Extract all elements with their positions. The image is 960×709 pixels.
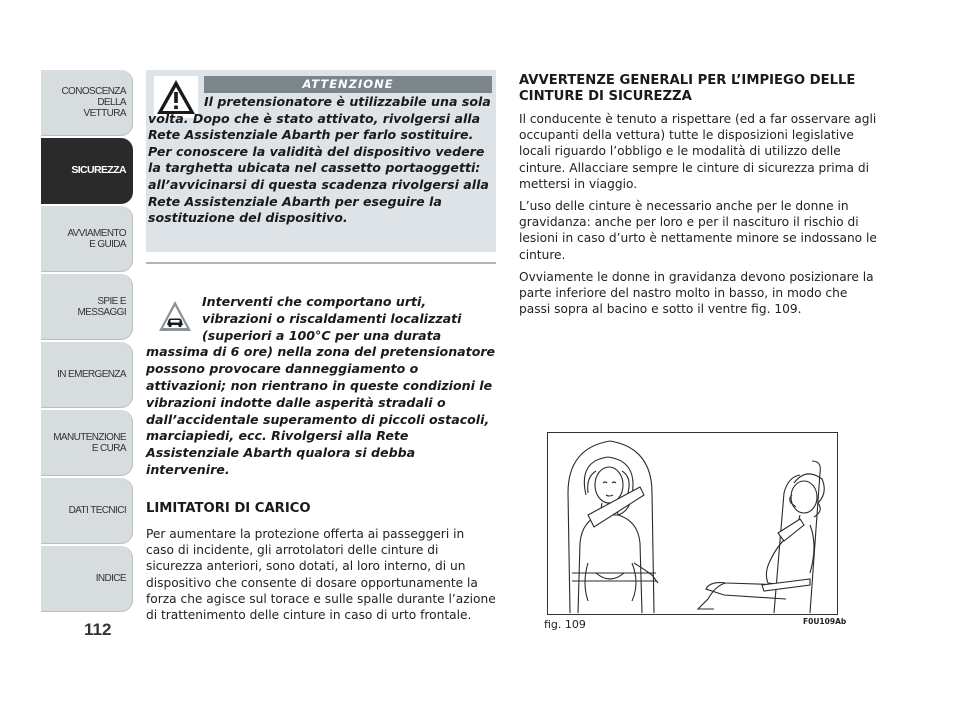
warning-header: ATTENZIONE bbox=[204, 76, 492, 93]
tab-indice[interactable]: INDICE bbox=[41, 546, 133, 612]
limitatori-text: Per aumentare la protezione offerta ai passeggeri in caso di incidente, gli arrotolatori delle cinture di sicurezza anteriori, sono dotati, al loro interno, di un dispositivo che consente di dosare opportunamente la forza che agisce sul torace e sulle spalle durante l’azione di trattenimento delle cinture in caso di urto frontale. bbox=[146, 527, 496, 623]
avvertenze-section bbox=[519, 73, 877, 317]
figure-caption: fig. 109 bbox=[544, 618, 586, 631]
section-divider bbox=[146, 262, 496, 264]
tab-sicurezza[interactable]: SICUREZZA bbox=[41, 138, 133, 204]
avvertenze-paragraph-2: L’uso delle cinture è necessario anche per le donne in gravidanza: anche per loro e per il nascituro il rischio di lesioni in caso d’urto è nettamente minore se indossano le cinture. bbox=[519, 199, 877, 262]
avvertenze-heading: AVVERTENZE GENERALI PER L’IMPIEGO DELLE CINTURE DI SICUREZZA bbox=[519, 73, 856, 104]
tab-in-emergenza[interactable]: IN EMERGENZA bbox=[41, 342, 133, 408]
car-caution-icon bbox=[158, 300, 192, 334]
limitatori-heading: LIMITATORI DI CARICO bbox=[146, 501, 311, 516]
warning-box bbox=[146, 70, 496, 252]
tab-avviamento-e-guida[interactable]: AVVIAMENTO E GUIDA bbox=[41, 206, 133, 272]
tab-spie-e-messaggi[interactable]: SPIE E MESSAGGI bbox=[41, 274, 133, 340]
tab-dati-tecnici[interactable]: DATI TECNICI bbox=[41, 478, 133, 544]
figure-code: F0U109Ab bbox=[803, 617, 847, 626]
caution-note bbox=[146, 294, 496, 479]
avvertenze-paragraph-3: Ovviamente le donne in gravidanza devono posizionare la parte inferiore del nastro molto in basso, in modo che passi sopra al bacino e sotto il ventre fig. 109. bbox=[519, 269, 874, 317]
tab-manutenzione-e-cura[interactable]: MANUTENZIONE E CURA bbox=[41, 410, 133, 476]
limitatori-section bbox=[146, 501, 496, 623]
page-number: 112 bbox=[84, 620, 112, 639]
warning-text: Il pretensionatore è utilizzabile una sola volta. Dopo che è stato attivato, rivolgersi alla Rete Assistenziale Abarth per farlo sostituire. Per conoscere la validità del dispositivo vedere la targhetta ubicata nel cassetto portaoggetti: all’avvicinarsi di questa scadenza rivolgersi alla Rete Assistenziale Abarth per eseguire la sostituzione del dispositivo. bbox=[148, 94, 491, 226]
seatbelt-illustration bbox=[548, 433, 836, 613]
tab-conoscenza-della-vettura[interactable]: CONOSCENZA DELLA VETTURA bbox=[41, 70, 133, 136]
figure-seatbelt-pregnant bbox=[547, 432, 838, 615]
caution-text: Interventi che comportano urti, vibrazioni o riscaldamenti localizzati (superiori a 100°C per una durata massima di 6 ore) nella zona del pretensionatore possono provocare danneggiamento o attivazioni; non rientrano in queste condizioni le vibrazioni indotte dalle asperità stradali o dall’accidentale superamento di piccoli ostacoli, marciapiedi, ecc. Rivolgersi alla Rete Assistenziale Abarth qualora si debba intervenire. bbox=[146, 294, 496, 477]
avvertenze-paragraph-1: Il conducente è tenuto a rispettare (ed a far osservare agli occupanti della vettura) tutte le disposizioni legislative locali riguardo l’obbligo e le modalità di utilizzo delle cinture. Allacciare sempre le cinture di sicurezza prima di mettersi in viaggio. bbox=[519, 112, 877, 191]
